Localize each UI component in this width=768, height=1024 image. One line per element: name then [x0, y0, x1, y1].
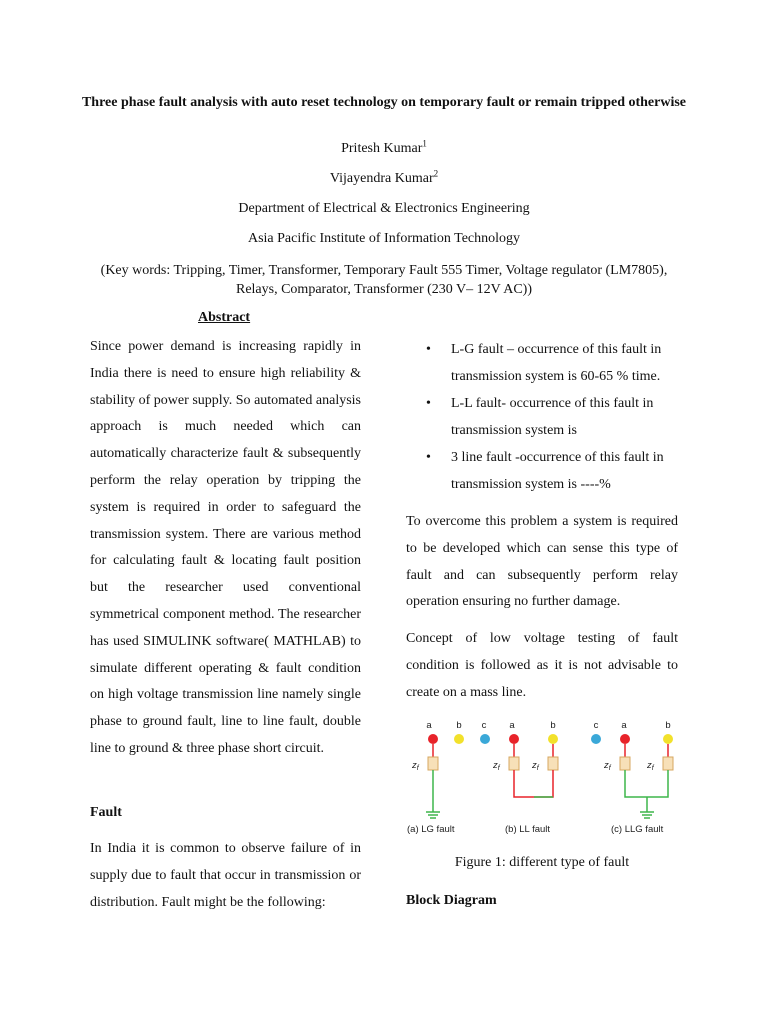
impedance-label: $z_f$ — [604, 760, 611, 772]
keywords: (Key words: Tripping, Timer, Transformer, Temporary Fault 555 Timer, Voltage regulator (LM7805), Relays, Comparator, Transformer (230 V– 12V AC)) — [100, 263, 668, 297]
phase-b-node — [548, 734, 558, 744]
phase-a-node — [620, 734, 630, 744]
institute: Asia Pacific Institute of Information Technology — [247, 231, 521, 246]
paper-title: Three phase fault analysis with auto reset technology on temporary fault or remain tripped otherwise — [81, 95, 687, 110]
phase-b-node — [454, 734, 464, 744]
concept-text: Concept of low voltage testing of fault condition is followed as it is not advisable to create on a mass line. — [406, 631, 678, 700]
abstract-heading: Abstract — [198, 310, 251, 325]
phase-label-b: b — [550, 720, 556, 731]
impedance-label: $z_f$ — [493, 760, 500, 772]
impedance-box — [428, 757, 438, 770]
author-1-affiliation: 1 — [422, 138, 427, 149]
author-2-name: Vijayendra Kumar — [329, 171, 434, 186]
panel-label-ll: (b) LL fault — [505, 824, 551, 835]
author-2 — [80, 168, 688, 187]
list-item: • L-L fault- occurrence of this fault in transmission system is — [406, 390, 678, 444]
author-2-affiliation: 2 — [433, 168, 439, 179]
impedance-box — [663, 757, 673, 770]
phase-a-node — [509, 734, 519, 744]
phase-b-node — [663, 734, 673, 744]
impedance-box — [509, 757, 519, 770]
panel-label-llg: (c) LLG fault — [611, 824, 664, 835]
impedance-label: $z_f$ — [647, 760, 654, 772]
fault-wire-green — [625, 770, 668, 797]
phase-label-a: a — [426, 720, 432, 731]
phase-c-node — [480, 734, 490, 744]
phase-label-c: c — [593, 720, 599, 731]
fault-text: In India it is common to observe failure of in supply due to fault that occur in transmission or distribution. Fault might be the following: — [90, 841, 361, 910]
phase-label-a: a — [509, 720, 515, 731]
figure-caption: Figure 1: different type of fault — [454, 855, 630, 870]
list-item: • L-G fault – occurrence of this fault in transmission system is 60-65 % time. — [406, 336, 678, 390]
fault-heading: Fault — [90, 805, 122, 820]
impedance-box — [548, 757, 558, 770]
impedance-box — [620, 757, 630, 770]
author-1-name: Pritesh Kumar — [341, 141, 423, 156]
department: Department of Electrical & Electronics Engineering — [238, 201, 530, 216]
abstract-column — [90, 334, 361, 763]
fault-paragraph — [90, 836, 361, 916]
abstract-text: Since power demand is increasing rapidly in India there is need to ensure high reliability & stability of power supply. So automated analysis approach is much needed which can automatically characterize fault & subsequently perform the relay operation by tripping the system is required in order to safeguard the transmission system. There are various method for calculating fault & locating fault position but the researcher used conventional symmetrical component method. The researcher has used SIMULINK software( MATHLAB) to simulate different operating & fault condition on high voltage transmission line namely single phase to ground fault, line to line fault, double line to ground & three phase short circuit. — [90, 339, 361, 756]
phase-label-c: c — [481, 720, 487, 731]
fault-types-list — [406, 336, 678, 498]
fault-wire-red — [514, 770, 553, 797]
concept-paragraph — [406, 626, 678, 706]
phase-c-node — [591, 734, 601, 744]
impedance-label: $z_f$ — [412, 760, 419, 772]
impedance-label: $z_f$ — [532, 760, 539, 772]
phase-label-b: b — [665, 720, 671, 731]
list-item: • 3 line fault -occurrence of this fault in transmission system is ----% — [406, 444, 678, 498]
phase-label-b: b — [456, 720, 462, 731]
overcome-paragraph — [406, 509, 678, 616]
phase-label-a: a — [621, 720, 627, 731]
block-diagram-heading: Block Diagram — [406, 893, 497, 908]
fault-types-figure — [402, 712, 687, 842]
overcome-text: To overcome this problem a system is required to be developed which can sense this type of fault and can subsequently perform relay operation ensuring no further damage. — [406, 514, 678, 610]
author-1 — [80, 138, 688, 157]
panel-label-lg: (a) LG fault — [407, 824, 455, 835]
phase-a-node — [428, 734, 438, 744]
